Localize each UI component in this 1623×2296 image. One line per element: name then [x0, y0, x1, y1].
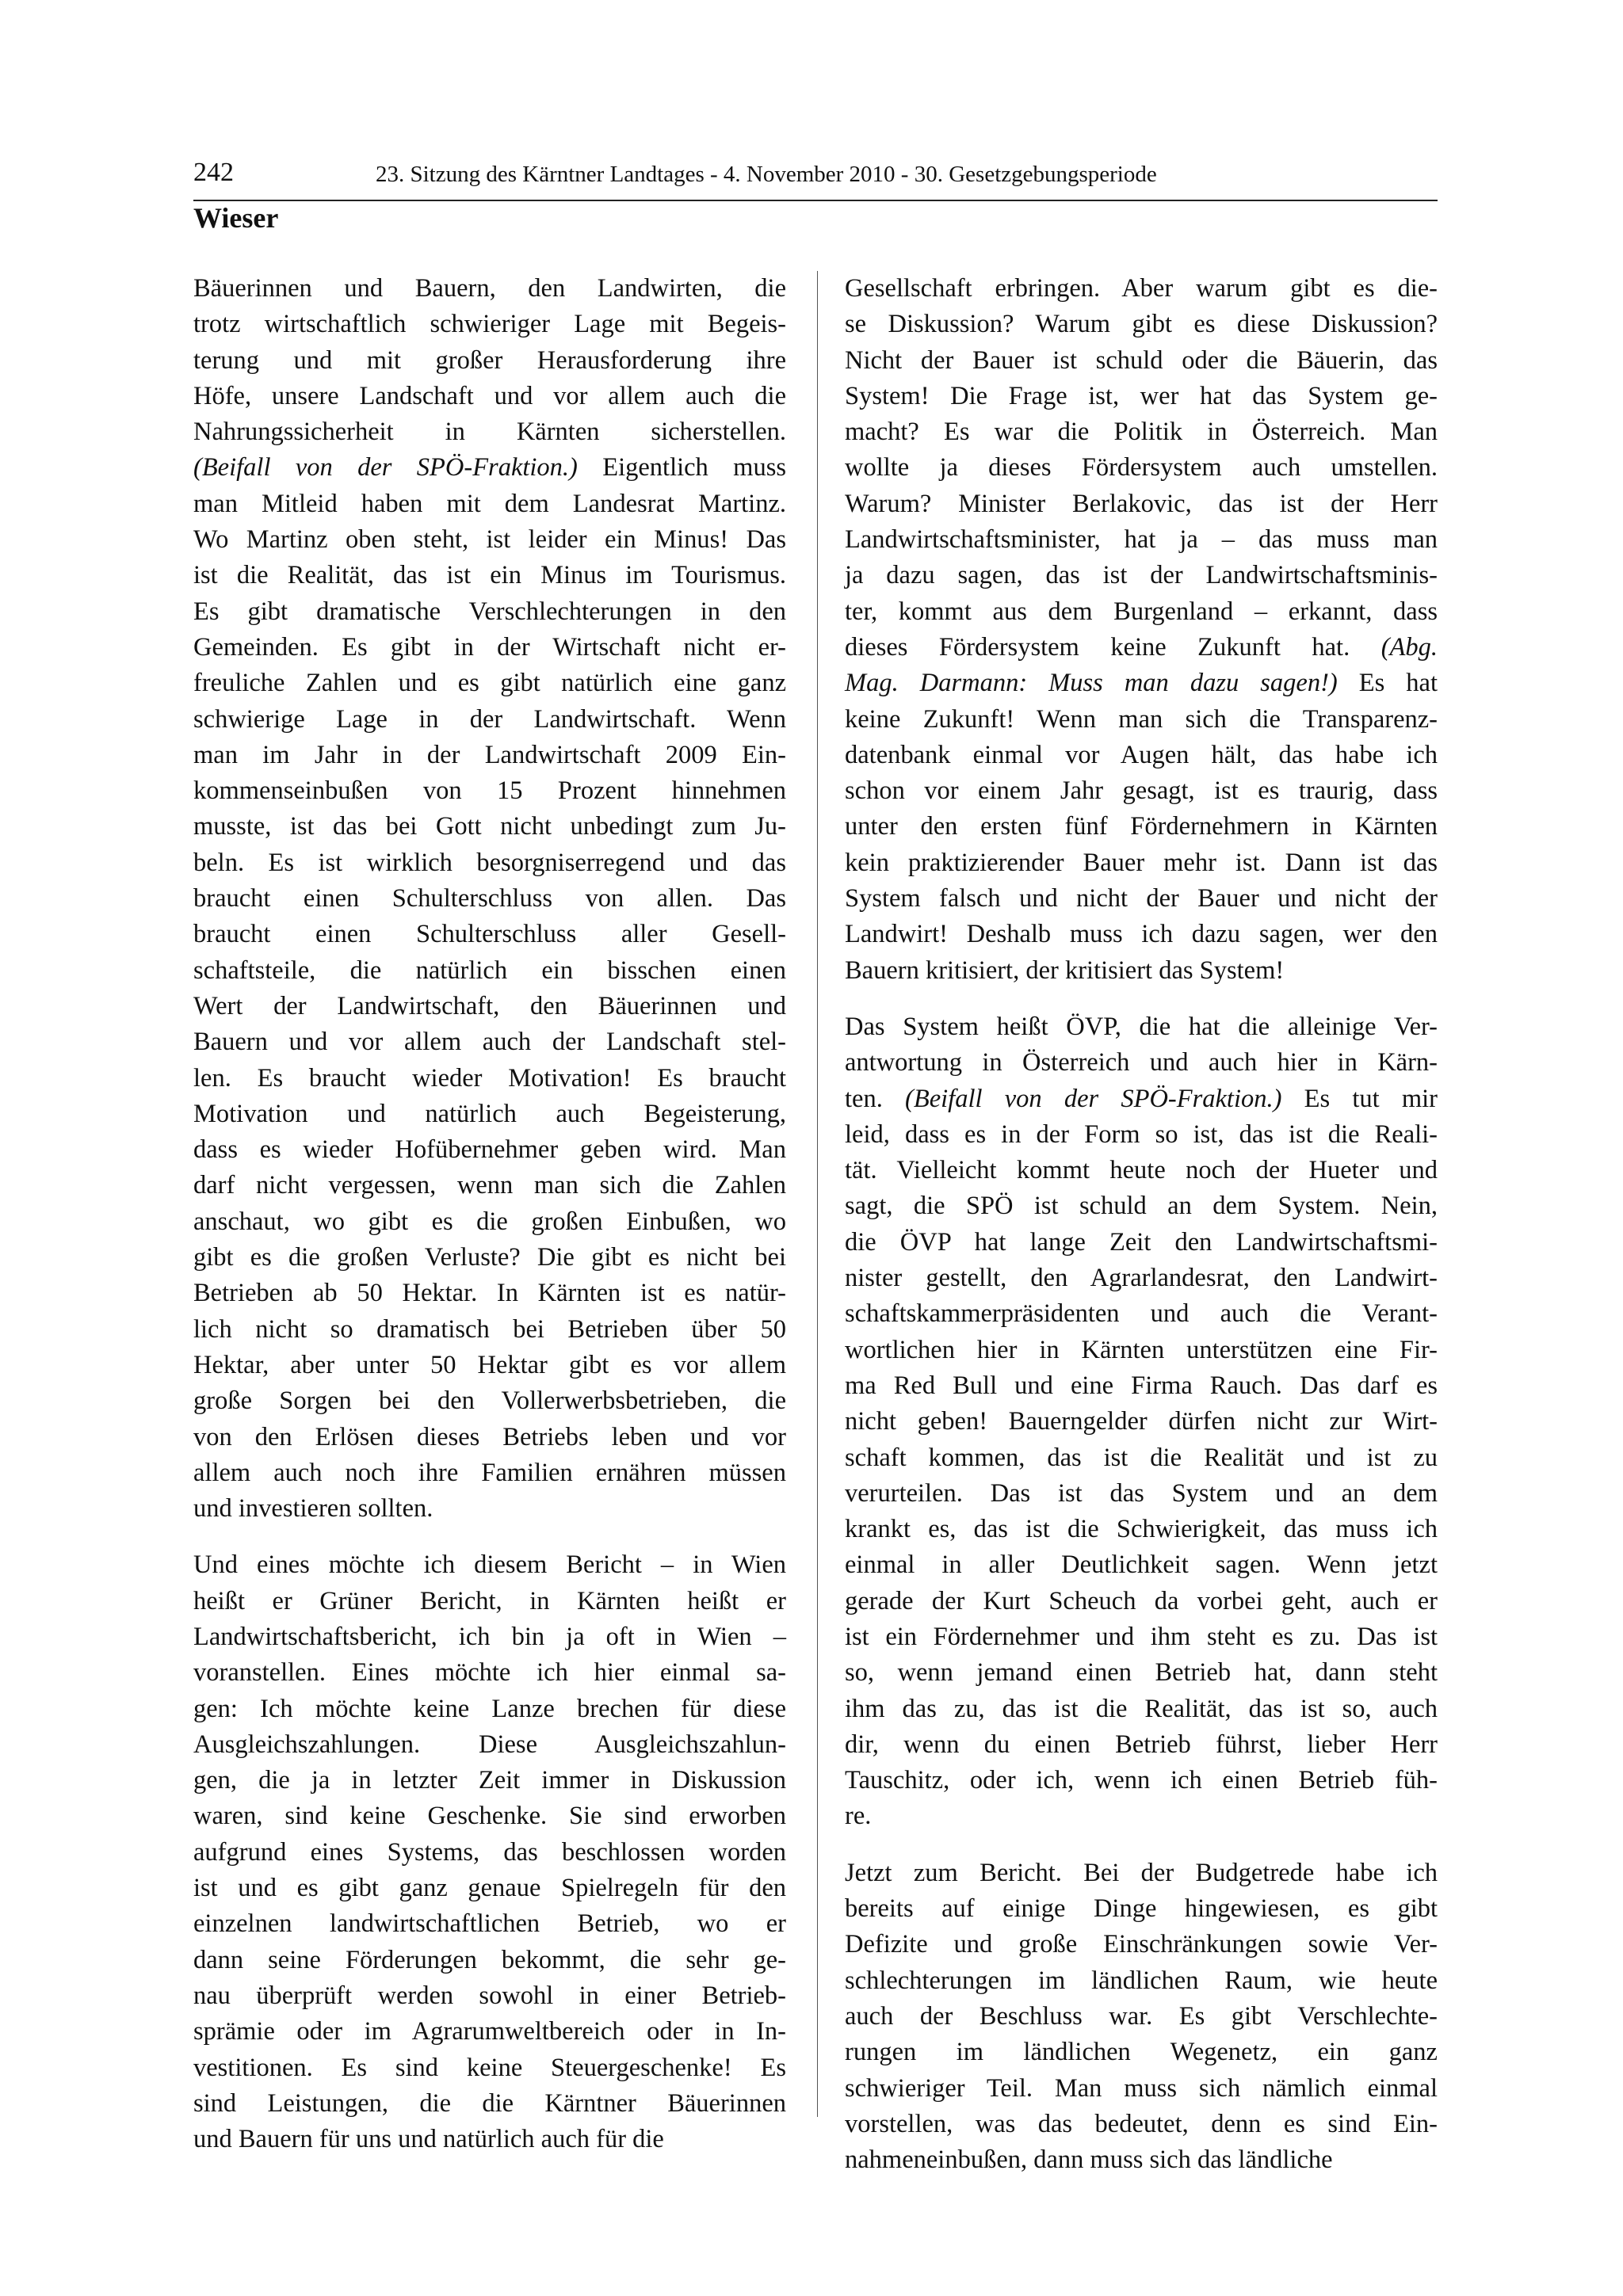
text-line: ihm das zu, das ist die Realität, das ist so, auch — [845, 1694, 1438, 1723]
text-line: nau überprüft werden sowohl in einer Betrieb- — [193, 1981, 786, 2010]
text-line: braucht einen Schulterschluss von allen. Das — [193, 884, 786, 913]
text-line: Gemeinden. Es gibt in der Wirtschaft nicht er- — [193, 632, 786, 662]
text-line: unter den ersten fünf Fördernehmern in Kärnten — [845, 812, 1438, 841]
text-line: datenbank einmal vor Augen hält, das habe ich — [845, 740, 1438, 769]
text-line: krankt es, das ist die Schwierigkeit, das muss ich — [845, 1515, 1438, 1544]
text-line: voranstellen. Eines möchte ich hier einmal sa- — [193, 1658, 786, 1688]
text-line: Höfe, unsere Landschaft und vor allem auch die — [193, 381, 786, 410]
text-line: Es gibt dramatische Verschlechterungen in den — [193, 597, 786, 626]
text-line: gibt es die großen Verluste? Die gibt es nicht bei — [193, 1243, 786, 1272]
text-line: man Mitleid haben mit dem Landesrat Martinz. — [193, 489, 786, 518]
text-line: rungen im ländlichen Wegenetz, ein ganz — [845, 2038, 1438, 2067]
text-line: dann seine Förderungen bekommt, die sehr ge- — [193, 1945, 786, 1974]
text-line: dass es wieder Hofübernehmer geben wird. Man — [193, 1135, 786, 1165]
text-line: dir, wenn du einen Betrieb führst, lieber Herr — [845, 1730, 1438, 1759]
right-text-column — [845, 271, 1438, 2199]
text-line: Nahrungssicherheit in Kärnten sicherstellen. — [193, 418, 786, 447]
text-line: wollte ja dieses Fördersystem auch umstellen. — [845, 453, 1438, 482]
text-line: bereits auf einige Dinge hingewiesen, es gibt — [845, 1894, 1438, 1924]
text-line: schaftsteile, die natürlich ein bisschen einen — [193, 955, 786, 985]
text-line: Bauern kritisiert, der kritisiert das System! — [845, 955, 1285, 985]
text-line: ja dazu sagen, das ist der Landwirtschaftsminis- — [845, 561, 1438, 590]
text-line: Hektar, aber unter 50 Hektar gibt es vor allem — [193, 1350, 786, 1379]
page-number: 242 — [193, 158, 234, 187]
text-line: die ÖVP hat lange Zeit den Landwirtschaftsmi- — [845, 1227, 1438, 1257]
interjection: Mag. Darmann: Muss man dazu sagen!) — [845, 669, 1338, 698]
paragraph — [845, 1855, 1438, 2179]
text-line: System! Die Frage ist, wer hat das System ge- — [845, 381, 1438, 410]
text-line: nister gestellt, den Agrarlandesrat, den Landwirt- — [845, 1264, 1438, 1293]
speaker-name: Wieser — [193, 202, 279, 234]
text-line: len. Es braucht wieder Motivation! Es braucht — [193, 1063, 786, 1093]
text-line: vestitionen. Es sind keine Steuergeschenke! Es — [193, 2053, 786, 2082]
text-line: allem auch noch ihre Familien ernähren müssen — [193, 1458, 786, 1487]
text-line: Landwirtschaftsbericht, ich bin ja oft in Wien – — [193, 1622, 786, 1651]
text-line: Mag. Darmann: Muss man dazu sagen!) Es hat — [845, 669, 1438, 698]
text-line: se Diskussion? Warum gibt es diese Diskussion? — [845, 310, 1438, 339]
text-line: gen, die ja in letzter Zeit immer in Diskussion — [193, 1766, 786, 1795]
page-header — [193, 155, 1438, 201]
text-line: schon vor einem Jahr gesagt, ist es traurig, dass — [845, 776, 1438, 806]
text-line: sprämie oder im Agrarumweltbereich oder in In- — [193, 2017, 786, 2046]
text-line: Motivation und natürlich auch Begeisterung, — [193, 1099, 786, 1128]
text-line: so, wenn jemand einen Betrieb hat, dann steht — [845, 1658, 1438, 1688]
text-line: heißt er Grüner Bericht, in Kärnten heißt er — [193, 1586, 786, 1615]
text-line: anschaut, wo gibt es die großen Einbußen, wo — [193, 1207, 786, 1236]
text-line: schlechterungen im ländlichen Raum, wie heute — [845, 1966, 1438, 1995]
text-line: lich nicht so dramatisch bei Betrieben über 50 — [193, 1314, 786, 1344]
text-line: Bäuerinnen und Bauern, den Landwirten, die — [193, 274, 786, 303]
text-line: re. — [845, 1802, 872, 1831]
text-line: ter, kommt aus dem Burgenland – erkannt, dass — [845, 597, 1438, 626]
text-line: System falsch und nicht der Bauer und nicht der — [845, 884, 1438, 913]
text-line: macht? Es war die Politik in Österreich. Man — [845, 418, 1438, 447]
text-line: musste, ist das bei Gott nicht unbedingt zum Ju- — [193, 812, 786, 841]
text-line: auch der Beschluss war. Es gibt Verschlechte- — [845, 2001, 1438, 2031]
text-line: Bauern und vor allem auch der Landschaft stel- — [193, 1028, 786, 1057]
text-line: Landwirtschaftsminister, hat ja – das muss man — [845, 525, 1438, 555]
text-line: schaftskammerpräsidenten und auch die Verant- — [845, 1299, 1438, 1329]
text-line: wortlichen hier in Kärnten unterstützen eine Fir- — [845, 1335, 1438, 1364]
interjection: (Beifall von der SPÖ-Fraktion.) — [905, 1084, 1282, 1113]
text-line: nicht geben! Bauerngelder dürfen nicht zur Wirt- — [845, 1407, 1438, 1436]
text-line: große Sorgen bei den Vollerwerbsbetrieben, die — [193, 1386, 786, 1416]
text-line: sind Leistungen, die die Kärntner Bäuerinnen — [193, 2088, 786, 2118]
paragraph — [193, 1547, 786, 2157]
text-line: Warum? Minister Berlakovic, das ist der Herr — [845, 489, 1438, 518]
text-line: ist die Realität, das ist ein Minus im Tourismus. — [193, 561, 786, 590]
text-line: einmal in aller Deutlichkeit sagen. Wenn jetzt — [845, 1550, 1438, 1580]
session-title: 23. Sitzung des Kärntner Landtages - 4. November 2010 - 30. Gesetzgebungsperiode — [376, 162, 1157, 187]
text-line: ist ein Fördernehmer und ihm steht es zu. Das ist — [845, 1622, 1438, 1651]
text-line: und Bauern für uns und natürlich auch für die — [193, 2125, 664, 2154]
text-line: Jetzt zum Bericht. Bei der Budgetrede habe ich — [845, 1858, 1438, 1887]
text-line: ist und es gibt ganz genaue Spielregeln für den — [193, 1874, 786, 1903]
text-line: dieses Fördersystem keine Zukunft hat. (Abg. — [845, 632, 1438, 662]
text-line: man im Jahr in der Landwirtschaft 2009 Ein- — [193, 740, 786, 769]
text-line: Ausgleichszahlungen. Diese Ausgleichszahlun- — [193, 1730, 786, 1759]
text-line: vorstellen, was das bedeutet, denn es sind Ein- — [845, 2109, 1438, 2138]
interjection: (Abg. — [1381, 632, 1438, 662]
text-line: Gesellschaft erbringen. Aber warum gibt es die- — [845, 274, 1438, 303]
text-line: braucht einen Schulterschluss aller Gesell- — [193, 920, 786, 949]
text-line: sagt, die SPÖ ist schuld an dem System. Nein, — [845, 1192, 1438, 1221]
text-line: (Beifall von der SPÖ-Fraktion.) Eigentlich muss — [193, 453, 786, 482]
text-line: Und eines möchte ich diesem Bericht – in Wien — [193, 1550, 786, 1580]
text-line: Wo Martinz oben steht, ist leider ein Minus! Das — [193, 525, 786, 555]
text-line: antwortung in Österreich und auch hier in Kärn- — [845, 1048, 1438, 1077]
text-line: Betrieben ab 50 Hektar. In Kärnten ist es natür- — [193, 1279, 786, 1308]
text-line: Das System heißt ÖVP, die hat die alleinige Ver- — [845, 1012, 1438, 1041]
text-line: beln. Es ist wirklich besorgniserregend und das — [193, 848, 786, 877]
text-line: Wert der Landwirtschaft, den Bäuerinnen und — [193, 991, 786, 1020]
text-line: aufgrund eines Systems, das beschlossen worden — [193, 1837, 786, 1867]
text-line: kein praktizierender Bauer mehr ist. Dann ist das — [845, 848, 1438, 877]
text-line: ma Red Bull und eine Firma Rauch. Das darf es — [845, 1371, 1438, 1400]
text-line: Tauschitz, oder ich, wenn ich einen Betrieb füh- — [845, 1766, 1438, 1795]
text-line: gerade der Kurt Scheuch da vorbei geht, auch er — [845, 1586, 1438, 1615]
text-line: terung und mit großer Herausforderung ihre — [193, 345, 786, 375]
text-line: Landwirt! Deshalb muss ich dazu sagen, wer den — [845, 920, 1438, 949]
paragraph — [845, 1009, 1438, 1835]
text-line: nahmeneinbußen, dann muss sich das ländliche — [845, 2145, 1333, 2175]
text-line: einzelnen landwirtschaftlichen Betrieb, wo er — [193, 1909, 786, 1939]
text-line: schaft kommen, das ist die Realität und ist zu — [845, 1443, 1438, 1472]
text-line: verurteilen. Das ist das System und an dem — [845, 1478, 1438, 1508]
text-line: und investieren sollten. — [193, 1494, 433, 1524]
column-divider — [817, 271, 818, 2117]
text-line: schwieriger Teil. Man muss sich nämlich einmal — [845, 2073, 1438, 2103]
text-line: keine Zukunft! Wenn man sich die Transparenz- — [845, 704, 1438, 734]
text-line: freuliche Zahlen und es gibt natürlich eine ganz — [193, 669, 786, 698]
text-line: kommenseinbußen von 15 Prozent hinnehmen — [193, 776, 786, 806]
text-line: darf nicht vergessen, wenn man sich die Zahlen — [193, 1171, 786, 1200]
left-text-column — [193, 271, 786, 2178]
text-line: ten. (Beifall von der SPÖ-Fraktion.) Es tut mir — [845, 1084, 1438, 1113]
text-line: Nicht der Bauer ist schuld oder die Bäuerin, das — [845, 345, 1438, 375]
text-line: waren, sind keine Geschenke. Sie sind erworben — [193, 1802, 786, 1831]
text-line: trotz wirtschaftlich schwieriger Lage mit Begeis- — [193, 310, 786, 339]
text-line: leid, dass es in der Form so ist, das ist die Reali- — [845, 1119, 1438, 1149]
text-line: von den Erlösen dieses Betriebs leben und vor — [193, 1422, 786, 1451]
text-line: gen: Ich möchte keine Lanze brechen für diese — [193, 1694, 786, 1723]
text-line: schwierige Lage in der Landwirtschaft. Wenn — [193, 704, 786, 734]
paragraph — [845, 271, 1438, 989]
text-line: tät. Vielleicht kommt heute noch der Hueter und — [845, 1156, 1438, 1185]
text-line: Defizite und große Einschränkungen sowie Ver- — [845, 1930, 1438, 1959]
paragraph — [193, 271, 786, 1527]
interjection: (Beifall von der SPÖ-Fraktion.) — [193, 453, 578, 482]
